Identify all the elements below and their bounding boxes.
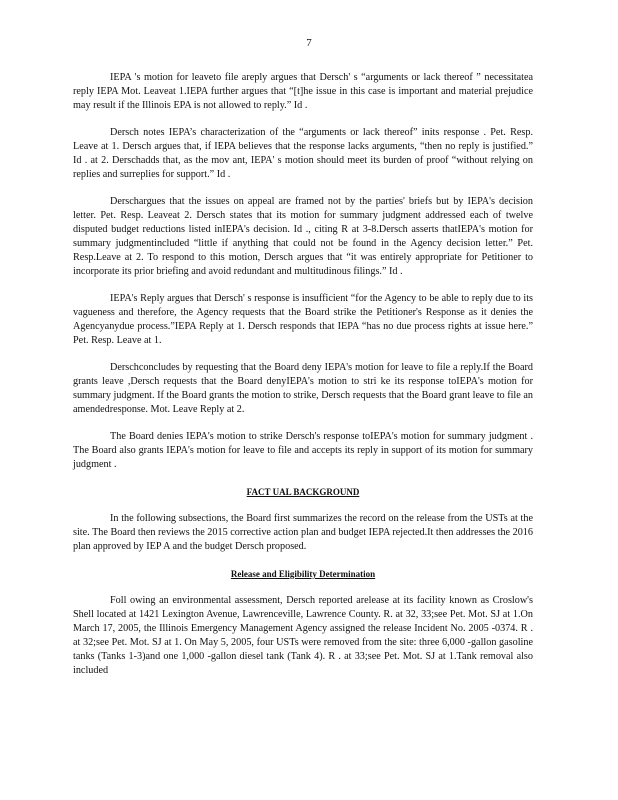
paragraph-dersch-argues: Derschargues that the issues on appeal are framed not by the parties' briefs but by IEPA's decision letter. Pet. Resp. Leaveat 2. Dersch states that its motion for summary judgment addressed each of twelve disputed budget reductions listed inIEPA's decision. Id ., citing R at 3-8.Dersch asserts thatIEPA's motion for summary judgmentincluded “little if anything that could not be found in the Agency decision letter.” Pet. Resp.Leave at 2. To respond to this motion, Dersch argues that “it was entirely appropriate for Petitioner to incorporate its prior briefing and avoid redundant and multitudinous filings.” Id . [73, 196, 533, 277]
subsection-heading-release: Release and Eligibility Determination [230, 569, 376, 579]
document-body [73, 71, 533, 691]
paragraph-iepa-motion: IEPA 's motion for leaveto file areply argues that Dersch' s “arguments or lack thereof ” necessitatea reply IEPA Mot. Leaveat 1.IEPA further argues that “[t]he issue in this case is important and material prejudice may result if the Illinois EPA is not allowed to reply.” Id . [73, 72, 533, 111]
section-heading-factual-background: FACT UAL BACKGROUND [246, 487, 360, 497]
paragraph-dersch-concludes: Derschconcludes by requesting that the Board deny IEPA's motion for leave to file a reply.If the Board grants leave ,Dersch requests that the Board denyIEPA's motion to stri ke its response toIEPA's motion for summary judgment. If the Board grants the motion to strike, Dersch requests that the Board grant leave to file an amendedresponse. Mot. Leave Reply at 2. [73, 362, 533, 415]
page-number: 7 [306, 37, 312, 49]
paragraph-factual-intro: In the following subsections, the Board first summarizes the record on the release from the USTs at the site. The Board then reviews the 2015 corrective action plan and budget IEPA rejected.It then addresses the 2016 plan approved by IEP A and the budget Dersch proposed. [73, 513, 533, 552]
paragraph-dersch-notes: Dersch notes IEPA’s characterization of the “arguments or lack thereof” inits response . Pet. Resp. Leave at 1. Dersch argues that, if IEPA believes that the response lacks arguments, “then no reply is justified.” Id . at 2. Derschadds that, as the mov ant, IEPA' s motion should meet its burden of proof “without relying on replies and surreplies for support.” Id . [73, 127, 533, 180]
paragraph-iepa-reply: IEPA's Reply argues that Dersch' s response is insufficient “for the Agency to be able to reply due to its vagueness and therefore, the Agency requests that the Board strike the Petitioner's Response as it denies the Agencyanydue process.”IEPA Reply at 1. Dersch responds that IEPA “has no due process rights at issue here.” Pet. Resp. Leave at 1. [73, 293, 533, 346]
paragraph-release: Foll owing an environmental assessment, Dersch reported arelease at its facility known as Croslow's Shell located at 1421 Lexington Avenue, Lawrenceville, Lawrence County. R. at 32, 33;see Pet. Mot. SJ at 1.On March 17, 2005, the Illinois Emergency Management Agency assigned the release Incident No. 2005 -0374. R . at 32;see Pet. Mot. SJ at 1. On May 5, 2005, four USTs were removed from the site: three 6,000 -gallon gasoline tanks (Tanks 1-3)and one 1,000 -gallon diesel tank (Tank 4). R . at 33;see Pet. Mot. SJ at 1.Tank removal also included [73, 595, 533, 676]
paragraph-board-denies: The Board denies IEPA's motion to strike Dersch's response toIEPA's motion for summary judgment . The Board also grants IEPA's motion for leave to file and accepts its reply in support of its motion for summary judgment . [73, 431, 533, 470]
